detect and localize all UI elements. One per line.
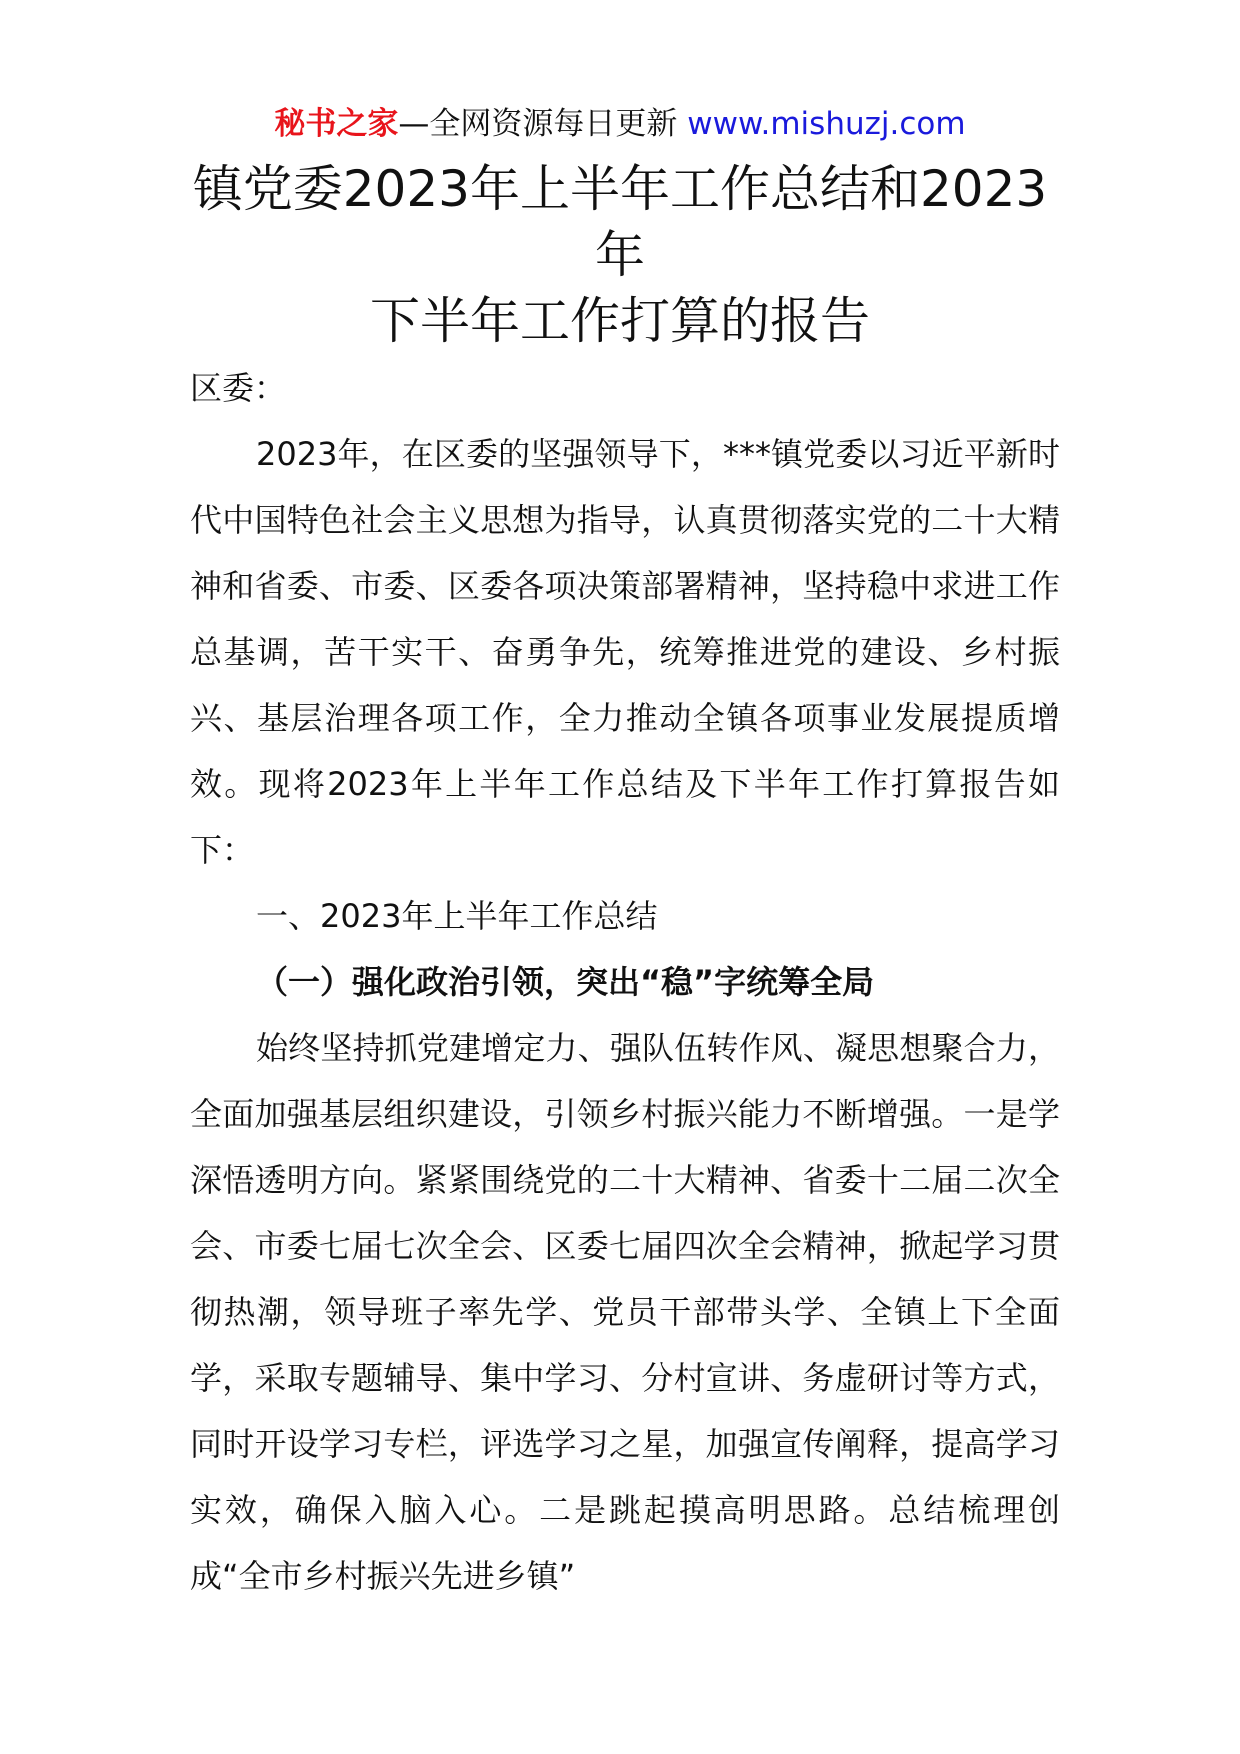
subsection-paragraph: 始终坚持抓党建增定力、强队伍转作风、凝思想聚合力，全面加强基层组织建设，引领乡村振兴能力不断增强。一是学深悟透明方向。紧紧围绕党的二十大精神、省委十二届二次全会、市委七届七次全会、区委七届四次全会精神，掀起学习贯彻热潮，领导班子率先学、党员干部带头学、全镇上下全面学，采取专题辅导、集中学习、分村宣讲、务虚研讨等方式，同时开设学习专栏，评选学习之星，加强宣传阐释，提高学习实效，确保入脑入心。二是跳起摸高明思路。总结梳理创成“全市乡村振兴先进乡镇” [190, 1029, 1060, 1595]
section-heading: 一、2023年上半年工作总结 [256, 897, 658, 935]
document-title [190, 156, 1050, 354]
title-line-1: 镇党委2023年上半年工作总结和2023 [192, 160, 1048, 218]
site-header [0, 100, 1240, 148]
document-body [190, 355, 1060, 1609]
salutation: 区委： [190, 369, 287, 407]
title-line-3: 下半年工作打算的报告 [370, 292, 870, 350]
intro-paragraph: 2023年，在区委的坚强领导下，***镇党委以习近平新时代中国特色社会主义思想为指导，认真贯彻落实党的二十大精神和省委、市委、区委各项决策部署精神，坚持稳中求进工作总基调，苦干实干、奋勇争先，统筹推进党的建设、乡村振兴、基层治理各项工作，全力推动全镇各项事业发展提质增效。现将2023年上半年工作总结及下半年工作打算报告如下： [190, 435, 1060, 869]
brand-name: 秘书之家 [274, 106, 399, 142]
title-line-2: 年 [595, 226, 645, 284]
site-url-link[interactable]: www.mishuzj.com [687, 106, 966, 142]
header-tagline: —全网资源每日更新 [398, 106, 678, 142]
subsection-heading: （一）强化政治引领，突出“稳”字统筹全局 [256, 963, 875, 1001]
